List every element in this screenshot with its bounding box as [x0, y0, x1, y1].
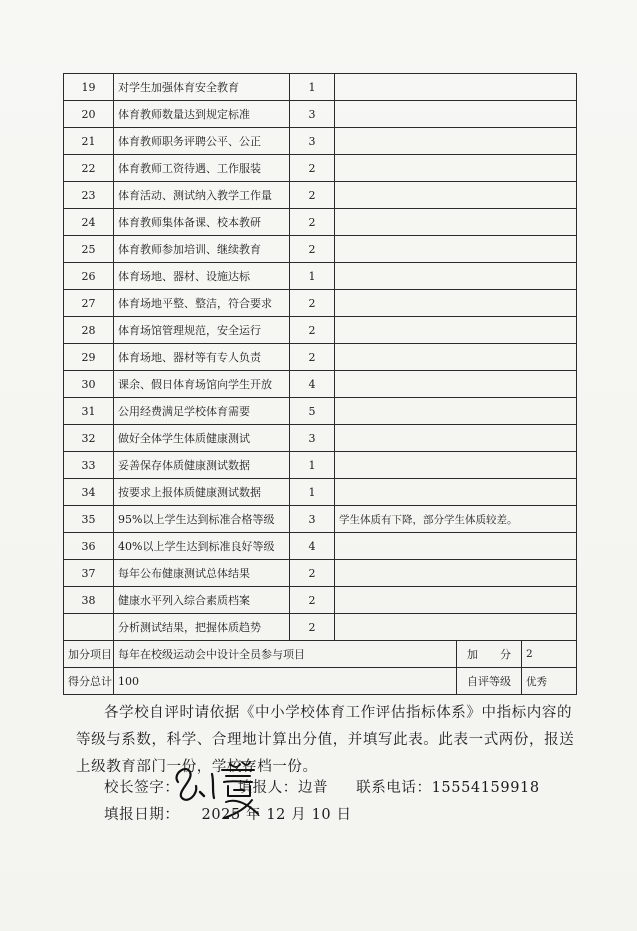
- table-row: [64, 587, 577, 614]
- row-number: 32: [64, 425, 114, 452]
- row-note: [335, 317, 577, 344]
- row-number: 27: [64, 290, 114, 317]
- bonus-item: 每年在校级运动会中设计全员参与项目: [114, 641, 457, 668]
- row-note: [335, 128, 577, 155]
- date-year-unit: 年: [246, 807, 262, 823]
- row-note: [335, 425, 577, 452]
- phone-number: 15554159918: [431, 780, 540, 796]
- row-number: 20: [64, 101, 114, 128]
- row-note: [335, 587, 577, 614]
- row-coefficient: 1: [290, 74, 335, 101]
- row-coefficient: 2: [290, 344, 335, 371]
- table-row: [64, 128, 577, 155]
- bonus-add-label: 加 分: [457, 641, 522, 668]
- row-note: [335, 533, 577, 560]
- row-item: 健康水平列入综合素质档案: [114, 587, 290, 614]
- total-label: 得分总计: [64, 668, 114, 695]
- row-note: [335, 614, 577, 641]
- row-note: [335, 101, 577, 128]
- evaluation-table: [63, 73, 577, 695]
- row-item: 体育场地、器材、设施达标: [114, 263, 290, 290]
- row-number: 37: [64, 560, 114, 587]
- table-row: [64, 263, 577, 290]
- row-number: 25: [64, 236, 114, 263]
- total-row: [64, 668, 577, 695]
- row-coefficient: 1: [290, 263, 335, 290]
- row-coefficient: 2: [290, 614, 335, 641]
- row-number: 29: [64, 344, 114, 371]
- row-coefficient: 3: [290, 425, 335, 452]
- row-number: 19: [64, 74, 114, 101]
- row-coefficient: 2: [290, 209, 335, 236]
- date-day-unit: 日: [336, 807, 352, 823]
- grade-label: 自评等级: [457, 668, 522, 695]
- table-row: [64, 155, 577, 182]
- row-item: 体育场地、器材等有专人负责: [114, 344, 290, 371]
- row-number: 21: [64, 128, 114, 155]
- row-coefficient: 2: [290, 560, 335, 587]
- row-note: [335, 479, 577, 506]
- table-row: [64, 182, 577, 209]
- row-coefficient: 5: [290, 398, 335, 425]
- row-item: 公用经费满足学校体育需要: [114, 398, 290, 425]
- principal-label: 校长签字：: [104, 780, 180, 796]
- row-number: 35: [64, 506, 114, 533]
- row-note: [335, 263, 577, 290]
- bonus-label: 加分项目: [64, 641, 114, 668]
- row-note: [335, 74, 577, 101]
- bonus-row: [64, 641, 577, 668]
- row-coefficient: 4: [290, 533, 335, 560]
- table-row: [64, 209, 577, 236]
- row-number: 36: [64, 533, 114, 560]
- row-number: 34: [64, 479, 114, 506]
- row-item: 40%以上学生达到标准良好等级: [114, 533, 290, 560]
- table-row: [64, 101, 577, 128]
- instructions-paragraph: 各学校自评时请依据《中小学校体育工作评估指标体系》中指标内容的等级与系数，科学、合理地计算出分值，并填写此表。此表一式两份，报送上级教育部门一份，学校存档一份。: [76, 705, 575, 775]
- row-note: [335, 209, 577, 236]
- row-note: [335, 371, 577, 398]
- row-item: 妥善保存体质健康测试数据: [114, 452, 290, 479]
- date-label: 填报日期：: [104, 807, 180, 823]
- table-row: [64, 479, 577, 506]
- row-number: 33: [64, 452, 114, 479]
- table-row: [64, 560, 577, 587]
- filler-name: 边普: [297, 780, 329, 796]
- date-day: 10: [311, 807, 332, 823]
- row-item: 做好全体学生体质健康测试: [114, 425, 290, 452]
- row-coefficient: 4: [290, 371, 335, 398]
- row-item: 95%以上学生达到标准合格等级: [114, 506, 290, 533]
- row-note: 学生体质有下降，部分学生体质较差。: [335, 506, 577, 533]
- row-coefficient: 2: [290, 182, 335, 209]
- row-number: 30: [64, 371, 114, 398]
- table-row: [64, 452, 577, 479]
- table-row: [64, 398, 577, 425]
- row-note: [335, 560, 577, 587]
- date-month: 12: [266, 807, 287, 823]
- row-item: 对学生加强体育安全教育: [114, 74, 290, 101]
- row-coefficient: 2: [290, 236, 335, 263]
- row-item: 体育场馆管理规范，安全运行: [114, 317, 290, 344]
- row-coefficient: 2: [290, 290, 335, 317]
- row-item: 每年公布健康测试总体结果: [114, 560, 290, 587]
- row-number: [64, 614, 114, 641]
- row-note: [335, 155, 577, 182]
- row-number: 24: [64, 209, 114, 236]
- table-row: [64, 236, 577, 263]
- row-number: 31: [64, 398, 114, 425]
- row-number: 38: [64, 587, 114, 614]
- table-row: [64, 317, 577, 344]
- table-row: [64, 506, 577, 533]
- table-row: [64, 614, 577, 641]
- row-item: 体育教师工资待遇、工作服装: [114, 155, 290, 182]
- row-note: [335, 452, 577, 479]
- row-item: 体育场地平整、整洁，符合要求: [114, 290, 290, 317]
- table-row: [64, 290, 577, 317]
- row-number: 26: [64, 263, 114, 290]
- row-item: 体育活动、测试纳入教学工作量: [114, 182, 290, 209]
- date-year: 2025: [201, 807, 241, 823]
- row-coefficient: 2: [290, 317, 335, 344]
- row-note: [335, 290, 577, 317]
- row-coefficient: 2: [290, 155, 335, 182]
- table-row: [64, 533, 577, 560]
- row-item: 体育教师职务评聘公平、公正: [114, 128, 290, 155]
- row-number: 22: [64, 155, 114, 182]
- row-note: [335, 236, 577, 263]
- filler-label: 填报人：: [237, 780, 298, 796]
- row-note: [335, 398, 577, 425]
- table-row: [64, 74, 577, 101]
- row-coefficient: 3: [290, 101, 335, 128]
- row-coefficient: 3: [290, 128, 335, 155]
- row-coefficient: 1: [290, 452, 335, 479]
- row-coefficient: 2: [290, 587, 335, 614]
- table-row: [64, 344, 577, 371]
- bonus-add-value: 2: [522, 641, 577, 668]
- row-number: 28: [64, 317, 114, 344]
- row-note: [335, 182, 577, 209]
- grade-value: 优秀: [522, 668, 577, 695]
- row-item: 按要求上报体质健康测试数据: [114, 479, 290, 506]
- row-item: 体育教师集体备课、校本教研: [114, 209, 290, 236]
- row-note: [335, 344, 577, 371]
- row-item: 分析测试结果，把握体质趋势: [114, 614, 290, 641]
- handwritten-signature: [168, 752, 288, 822]
- row-item: 体育教师参加培训、继续教育: [114, 236, 290, 263]
- row-item: 体育教师数量达到规定标准: [114, 101, 290, 128]
- table-row: [64, 425, 577, 452]
- table-body: [64, 74, 577, 641]
- total-value: 100: [114, 668, 457, 695]
- row-item: 课余、假日体育场馆向学生开放: [114, 371, 290, 398]
- table-row: [64, 371, 577, 398]
- row-coefficient: 3: [290, 506, 335, 533]
- row-number: 23: [64, 182, 114, 209]
- row-coefficient: 1: [290, 479, 335, 506]
- date-month-unit: 月: [291, 807, 307, 823]
- phone-label: 联系电话：: [356, 780, 432, 796]
